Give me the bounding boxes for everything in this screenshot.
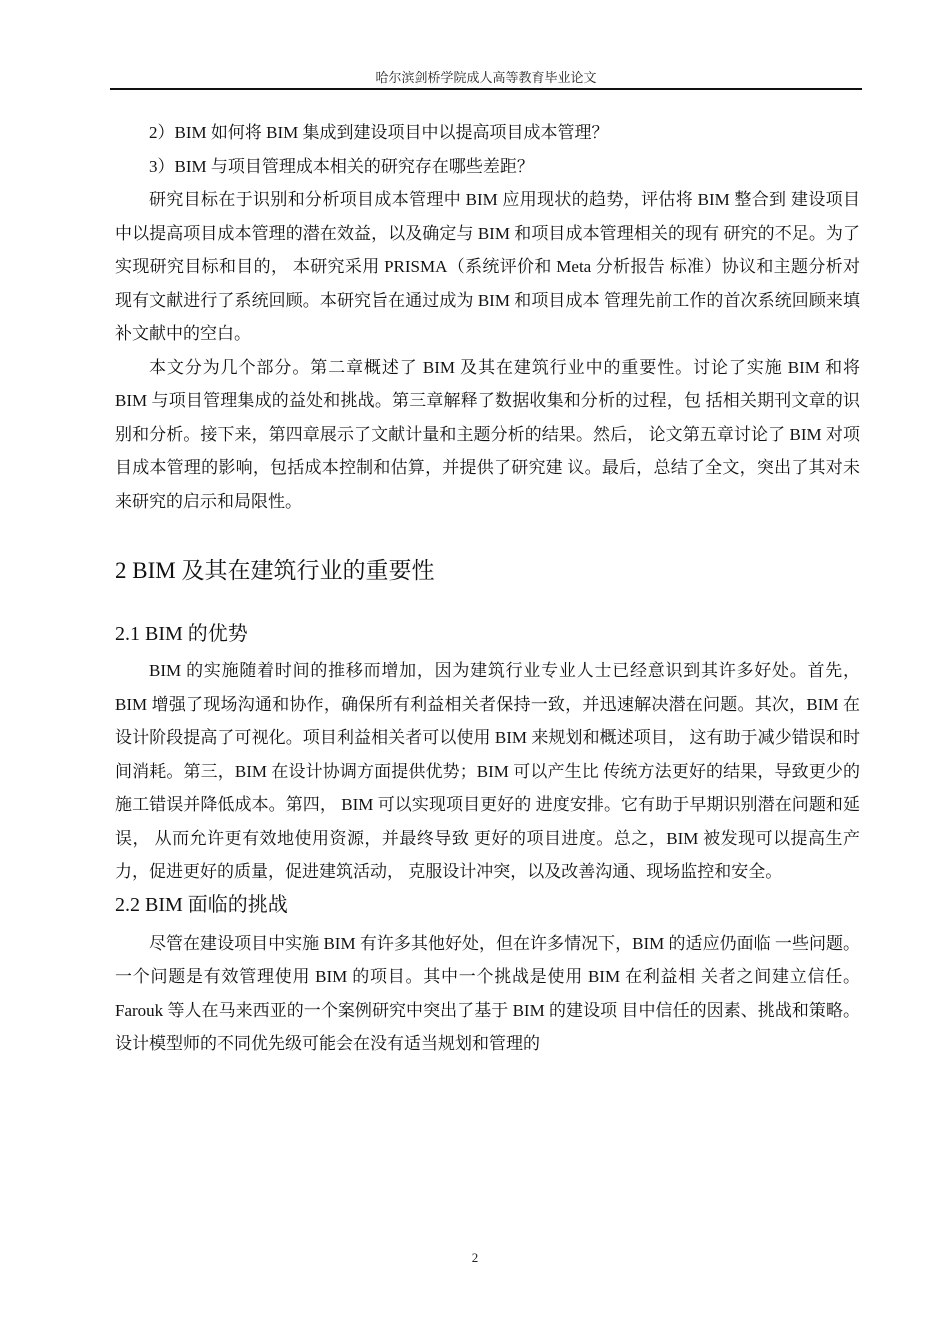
research-question-2: 2）BIM 如何将 BIM 集成到建设项目中以提高项目成本管理？: [149, 123, 609, 142]
section-2-2-paragraph: 尽管在建设项目中实施 BIM 有许多其他好处，但在许多情况下，BIM 的适应仍面临 一些问题。一个问题是有效管理使用 BIM 的项目。其中一个挑战是使用 BIM 在利益相 关者之间建立信任。Farouk 等人在马来西亚的一个案例研究中突出了基于 BIM 的建设项 目中信任的因素、挑战和策略。设计模型师的不同优先级可能会在没有适当规划和管理的: [115, 933, 860, 1053]
structure-paragraph: 本文分为几个部分。第二章概述了 BIM 及其在建筑行业中的重要性。讨论了实施 BIM 和将 BIM 与项目管理集成的益处和挑战。第三章解释了数据收集和分析的过程，包 括相关期刊文章的识别和分析。接下来，第四章展示了文献计量和主题分析的结果。然后， 论文第五章讨论了 BIM 对项目成本管理的影响，包括成本控制和估算，并提供了研究建 议。最后，总结了全文，突出了其对未来研究的启示和局限性。: [115, 357, 860, 511]
document-body: [115, 116, 860, 1061]
page-header: 哈尔滨剑桥学院成人高等教育毕业论文: [375, 70, 597, 85]
research-objective-paragraph: 研究目标在于识别和分析项目成本管理中 BIM 应用现状的趋势，评估将 BIM 整合到 建设项目中以提高项目成本管理的潜在效益，以及确定与 BIM 和项目成本管理相关的现有 研究的不足。为了实现研究目标和目的， 本研究采用 PRISMA（系统评价和 Meta 分析报告 标准）协议和主题分析对现有文献进行了系统回顾。本研究旨在通过成为 BIM 和项目成本 管理先前工作的首次系统回顾来填补文献中的空白。: [115, 190, 860, 343]
section-2-1-heading: 2.1 BIM 的优势: [115, 623, 248, 645]
header-rule: [110, 88, 862, 90]
research-question-3: 3）BIM 与项目管理成本相关的研究存在哪些差距？: [149, 156, 534, 176]
page-number: 2: [471, 1250, 479, 1265]
section-2-2-heading: 2.2 BIM 面临的挑战: [115, 893, 288, 916]
chapter-2-heading: 2 BIM 及其在建筑行业的重要性: [115, 558, 435, 583]
section-2-1-paragraph: BIM 的实施随着时间的推移而增加，因为建筑行业专业人士已经意识到其许多好处。首先，BIM 增强了现场沟通和协作，确保所有利益相关者保持一致，并迅速解决潜在问题。其次，BIM 在设计阶段提高了可视化。项目利益相关者可以使用 BIM 来规划和概述项目， 这有助于减少错误和时间消耗。第三，BIM 在设计协调方面提供优势；BIM 可以产生比 传统方法更好的结果，导致更少的施工错误并降低成本。第四， BIM 可以实现项目更好的 进度安排。它有助于早期识别潜在问题和延误， 从而允许更有效地使用资源，并最终导致 更好的项目进度。总之，BIM 被发现可以提高生产力，促进更好的质量，促进建筑活动， 克服设计冲突，以及改善沟通、现场监控和安全。: [115, 661, 860, 881]
